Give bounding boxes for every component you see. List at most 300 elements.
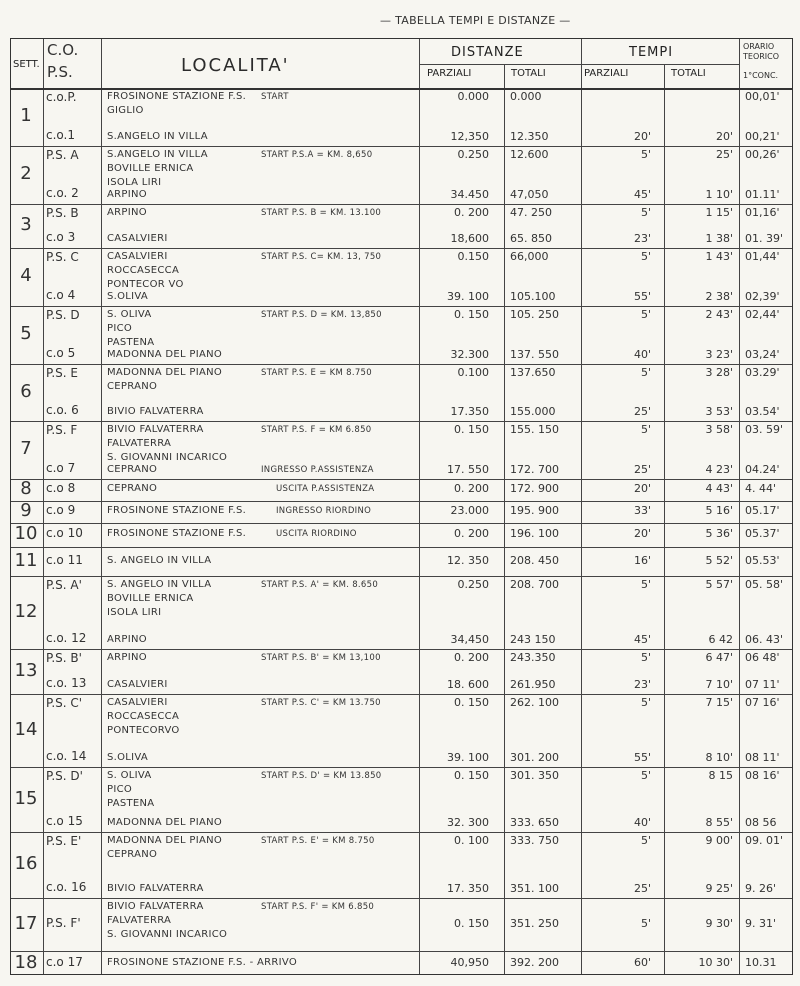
total-distance: 208. 700 [510,578,559,591]
place-name: S.OLIVA [107,291,149,302]
start-note: INGRESSO RIORDINO [276,506,372,516]
place-name: MADONNA DEL PIANO [107,835,223,846]
control-code: c.o. 2 [46,186,79,200]
partial-time: 45' [633,188,651,201]
control-code: P.S. F [46,423,78,437]
place-name: BIVIO FALVATERRA [107,424,204,435]
total-time: 9 25' [705,882,733,895]
partial-distance: 0.150 [457,250,489,263]
place-name: MADONNA DEL PIANO [107,349,223,360]
scheduled-time: 4. 44' [745,482,777,495]
partial-distance: 0. 150 [454,916,489,930]
header-tempi: TEMPI [629,45,674,60]
total-time: 5 16' [705,504,733,517]
partial-time: 40' [633,348,651,361]
header-dist-totali: TOTALI [511,68,546,79]
start-note: USCITA P.ASSISTENZA [276,484,375,494]
place-name: FALVATERRA [107,915,172,926]
control-code: P.S. B [46,206,79,220]
scheduled-time: 9. 26' [745,882,777,895]
control-code: c.o 8 [46,481,76,495]
place-name: CASALVIERI [107,697,168,708]
sector-number: 6 [20,380,32,402]
sector-number: 8 [20,478,32,499]
start-note: START P.S. D = KM. 13,850 [261,310,382,320]
scheduled-time: 05.37' [745,527,780,540]
total-distance: 0.000 [510,90,542,103]
control-code: P.S. C' [46,696,83,710]
total-distance: 105. 250 [510,308,559,321]
partial-distance: 17. 550 [447,463,489,476]
total-distance: 105.100 [510,290,556,303]
scheduled-time: 03.54' [745,405,780,418]
row-divider [11,248,792,249]
partial-distance: 17.350 [450,405,489,418]
place-name: S. GIOVANNI INCARICO [107,452,228,463]
place-name: CASALVIERI [107,679,168,690]
control-code: c.o 7 [46,461,76,475]
partial-time: 40' [633,816,651,829]
partial-time: 5' [640,308,651,321]
place-name: PICO [107,323,133,334]
place-name: ARPINO [107,652,147,663]
control-code: P.S. C [46,250,79,264]
partial-time: 20' [633,527,651,540]
header-bottom-line [11,88,792,90]
start-note: START P.S. C' = KM 13.750 [261,698,381,708]
partial-distance: 0. 200 [454,206,489,219]
row-divider [11,767,792,768]
partial-time: 23' [633,232,651,245]
place-name: PONTECORVO [107,725,180,736]
scheduled-time: 02,39' [745,290,780,303]
partial-distance: 18. 600 [447,678,489,691]
sector-number: 4 [20,265,32,286]
column-divider [101,39,102,974]
control-code: c.o. 6 [46,403,79,417]
partial-distance: 0.100 [457,366,489,379]
column-divider [504,64,505,974]
partial-distance: 40,950 [450,955,489,969]
scheduled-time: 05.53' [745,553,780,567]
partial-time: 55' [633,290,651,303]
row-divider [11,501,792,502]
document-title: — TABELLA TEMPI E DISTANZE — [380,14,571,27]
partial-time: 16' [633,553,651,567]
control-code: c.o 11 [46,552,83,567]
header-distanze: DISTANZE [451,45,524,60]
row-divider [11,694,792,695]
sector-number: 18 [14,951,38,973]
total-distance: 243 150 [510,633,556,646]
total-time: 6 47' [705,651,733,664]
control-code: c.o.P. [46,90,77,104]
partial-distance: 17. 350 [447,882,489,895]
start-note: START P.S. D' = KM 13.850 [261,771,382,781]
sector-number: 9 [20,500,32,521]
place-name: FROSINONE STAZIONE F.S. [107,91,247,102]
total-distance: 155.000 [510,405,556,418]
place-name: S.ANGELO IN VILLA [107,131,208,142]
partial-distance: 34.450 [450,188,489,201]
partial-distance: 23.000 [450,504,489,517]
total-time: 8 10' [705,751,733,764]
total-time: 3 28' [705,366,733,379]
header-orario: ORARIO [743,42,775,51]
control-code: P.S. B' [46,651,82,665]
place-name: CEPRANO [107,849,158,860]
total-distance: 333. 650 [510,816,559,829]
scheduled-time: 00,21' [745,130,780,143]
place-name: MADONNA DEL PIANO [107,817,223,828]
header-conc: 1°CONC. [743,71,779,80]
row-divider [11,421,792,422]
place-name: S. GIOVANNI INCARICO [107,929,228,940]
total-time: 25' [715,148,733,161]
scheduled-time: 08 56 [745,816,777,829]
place-name: PONTECOR VO [107,279,184,290]
control-code: c.o.1 [46,128,75,142]
total-distance: 155. 150 [510,423,559,436]
total-distance: 172. 900 [510,482,559,495]
sector-number: 5 [20,323,32,344]
total-time: 3 53' [705,405,733,418]
total-distance: 196. 100 [510,527,559,540]
total-time: 5 36' [705,527,733,540]
partial-time: 55' [633,751,651,764]
header-sett: SETT. [13,59,40,70]
place-name: S. OLIVA [107,309,152,320]
total-time: 9 00' [705,834,733,847]
total-distance: 208. 450 [510,553,559,567]
total-time: 20' [715,130,733,143]
total-time: 4 23' [705,463,733,476]
partial-time: 33' [633,504,651,517]
sector-number: 15 [14,787,38,809]
scheduled-time: 03,24' [745,348,780,361]
row-divider [11,547,792,548]
total-distance: 47. 250 [510,206,552,219]
column-divider [739,39,740,974]
partial-distance: 12. 350 [447,553,489,567]
total-time: 1 15' [705,206,733,219]
control-code: P.S. F' [46,915,81,930]
total-distance: 172. 700 [510,463,559,476]
start-note: START P.S. A' = KM. 8.650 [261,580,379,590]
row-divider [11,523,792,524]
total-time: 3 58' [705,423,733,436]
partial-time: 25' [633,405,651,418]
total-time: 7 10' [705,678,733,691]
total-time: 1 38' [705,232,733,245]
header-dist-parziali: PARZIALI [427,68,472,79]
times-distances-table [10,38,793,975]
header-ps: P.S. [47,63,73,81]
partial-distance: 0. 200 [454,482,489,495]
header-teorico: TEORICO [743,52,780,61]
place-name: S.ANGELO IN VILLA [107,149,208,160]
total-time: 5 52' [705,553,733,567]
partial-distance: 0. 150 [454,769,489,782]
row-divider [11,898,792,899]
scheduled-time: 00,26' [745,148,780,161]
partial-time: 5' [640,769,651,782]
partial-time: 5' [640,423,651,436]
partial-time: 5' [640,366,651,379]
partial-time: 60' [633,955,651,969]
place-name: CEPRANO [107,381,158,392]
sector-number: 10 [14,523,38,544]
place-name: BOVILLE ERNICA [107,163,194,174]
header-subdivider [419,64,739,65]
total-distance: 351. 100 [510,882,559,895]
place-name: PICO [107,784,133,795]
total-time: 8 15 [708,769,733,782]
scheduled-time: 08 16' [745,769,780,782]
partial-time: 20' [633,482,651,495]
total-distance: 351. 250 [510,916,559,930]
scheduled-time: 00,01' [745,90,780,103]
partial-distance: 0. 150 [454,423,489,436]
total-distance: 262. 100 [510,696,559,709]
total-distance: 12.600 [510,148,549,161]
partial-time: 20' [633,130,651,143]
scheduled-time: 07 11' [745,678,780,691]
place-name: CASALVIERI [107,251,168,262]
start-note: START P.S. F' = KM 6.850 [261,902,375,912]
partial-distance: 0. 150 [454,308,489,321]
sector-number: 3 [20,214,32,235]
sector-number: 11 [14,549,38,571]
partial-time: 5' [640,578,651,591]
control-code: c.o. 14 [46,749,87,763]
place-name: S.OLIVA [107,752,149,763]
control-code: c.o. 12 [46,631,87,645]
place-name: PASTENA [107,798,155,809]
place-name: CASALVIERI [107,233,168,244]
control-code: P.S. D [46,308,80,322]
place-name: S. ANGELO IN VILLA [107,579,212,590]
scheduled-time: 10.31 [745,955,777,969]
total-time: 2 43' [705,308,733,321]
scheduled-time: 08 11' [745,751,780,764]
column-divider [43,39,44,974]
place-name: BIVIO FALVATERRA [107,901,204,912]
scheduled-time: 07 16' [745,696,780,709]
place-name: BIVIO FALVATERRA [107,406,204,417]
sector-number: 12 [14,600,38,622]
sector-number: 14 [14,718,38,740]
scheduled-time: 9. 31' [745,916,777,930]
partial-time: 5' [640,834,651,847]
total-time: 8 55' [705,816,733,829]
total-time: 10 30' [698,955,733,969]
row-divider [11,649,792,650]
place-name: ARPINO [107,634,147,645]
sector-number: 7 [20,438,32,459]
partial-distance: 0. 150 [454,696,489,709]
scheduled-time: 01. 39' [745,232,784,245]
total-distance: 243.350 [510,651,556,664]
place-name: CEPRANO [107,483,158,494]
partial-distance: 0. 200 [454,651,489,664]
control-code: P.S. A [46,148,79,162]
scheduled-time: 03. 59' [745,423,784,436]
row-divider [11,951,792,952]
sector-number: 1 [20,105,32,126]
partial-time: 45' [633,633,651,646]
header-co: C.O. [47,41,79,59]
control-code: P.S. A' [46,578,82,592]
partial-time: 5' [640,148,651,161]
total-distance: 137.650 [510,366,556,379]
partial-time: 5' [640,250,651,263]
control-code: c.o. 13 [46,676,87,690]
row-divider [11,204,792,205]
total-time: 7 15' [705,696,733,709]
total-distance: 65. 850 [510,232,552,245]
total-distance: 195. 900 [510,504,559,517]
total-distance: 392. 200 [510,955,559,969]
partial-time: 5' [640,651,651,664]
start-note: START [261,92,289,102]
start-note: START P.S. E' = KM 8.750 [261,836,375,846]
partial-distance: 0. 100 [454,834,489,847]
place-name: FROSINONE STAZIONE F.S. [107,528,247,539]
control-code: P.S. D' [46,769,83,783]
place-name: MADONNA DEL PIANO [107,367,223,378]
place-name: ARPINO [107,189,147,200]
scheduled-time: 05. 58' [745,578,784,591]
total-time: 4 43' [705,482,733,495]
place-name: ARPINO [107,207,147,218]
place-name: S. OLIVA [107,770,152,781]
place-name: FROSINONE STAZIONE F.S. [107,505,247,516]
header-tempi-totali: TOTALI [671,68,706,79]
partial-distance: 0.000 [457,90,489,103]
control-code: c.o 5 [46,346,76,360]
start-note: START P.S. B = KM. 13.100 [261,208,382,218]
row-divider [11,146,792,147]
partial-time: 5' [640,206,651,219]
total-distance: 66,000 [510,250,549,263]
control-code: c.o 10 [46,526,83,540]
partial-distance: 0.250 [457,578,489,591]
sector-number: 2 [20,163,32,184]
total-distance: 137. 550 [510,348,559,361]
partial-distance: 39. 100 [447,290,489,303]
row-divider [11,576,792,577]
place-name: GIGLIO [107,105,144,116]
header-localita: LOCALITA' [181,55,290,76]
total-time: 6 42 [708,633,733,646]
start-note: START P.S. B' = KM 13,100 [261,653,381,663]
partial-distance: 0.250 [457,148,489,161]
control-code: c.o 15 [46,814,83,828]
partial-distance: 12,350 [450,130,489,143]
scheduled-time: 01,16' [745,206,780,219]
place-name: ROCCASECCA [107,711,180,722]
partial-distance: 32.300 [450,348,489,361]
scheduled-time: 02,44' [745,308,780,321]
start-note: START P.S. C= KM. 13, 750 [261,252,382,262]
control-code: P.S. E [46,366,79,380]
place-name: PASTENA [107,337,155,348]
partial-time: 5' [640,696,651,709]
total-time: 3 23' [705,348,733,361]
row-divider [11,832,792,833]
row-divider [11,479,792,480]
partial-time: 25' [633,882,651,895]
scheduled-time: 01.11' [745,188,780,201]
scheduled-time: 09. 01' [745,834,784,847]
place-name: ISOLA LIRI [107,177,162,188]
sector-number: 17 [14,912,38,934]
place-name: S. ANGELO IN VILLA [107,554,212,566]
control-code: c.o 3 [46,230,76,244]
scheduled-time: 04.24' [745,463,780,476]
total-time: 1 10' [705,188,733,201]
total-distance: 301. 200 [510,751,559,764]
partial-time: 23' [633,678,651,691]
place-name: ISOLA LIRI [107,607,162,618]
sector-number: 13 [14,659,38,681]
partial-time: 25' [633,463,651,476]
start-note: START P.S.A = KM. 8,650 [261,150,373,160]
header-tempi-parziali: PARZIALI [584,68,629,79]
total-distance: 12.350 [510,130,549,143]
total-distance: 333. 750 [510,834,559,847]
row-divider [11,306,792,307]
sector-number: 16 [14,853,38,874]
place-name: BIVIO FALVATERRA [107,883,204,894]
control-code: c.o 9 [46,503,76,517]
place-name: FALVATERRA [107,438,172,449]
row-divider [11,364,792,365]
start-note: USCITA RIORDINO [276,529,357,539]
start-note: START P.S. E = KM 8.750 [261,368,372,378]
total-distance: 47,050 [510,188,549,201]
total-time: 2 38' [705,290,733,303]
control-code: c.o. 16 [46,880,87,894]
control-code: c.o 17 [46,954,83,969]
place-name: CEPRANO [107,464,158,475]
start-note: START P.S. F = KM 6.850 [261,425,372,435]
scheduled-time: 01,44' [745,250,780,263]
total-time: 1 43' [705,250,733,263]
partial-distance: 18,600 [450,232,489,245]
total-time: 9 30' [705,916,733,930]
place-name: BOVILLE ERNICA [107,593,194,604]
partial-distance: 39. 100 [447,751,489,764]
scheduled-time: 03.29' [745,366,780,379]
scheduled-time: 06 48' [745,651,780,664]
partial-distance: 32. 300 [447,816,489,829]
control-code: P.S. E' [46,834,82,848]
partial-distance: 34,450 [450,633,489,646]
control-code: c.o 4 [46,288,76,302]
total-time: 5 57' [705,578,733,591]
total-distance: 261.950 [510,678,556,691]
place-name: ROCCASECCA [107,265,180,276]
total-distance: 301. 350 [510,769,559,782]
scheduled-time: 05.17' [745,504,780,517]
assistance-note: INGRESSO P.ASSISTENZA [261,465,374,475]
scheduled-time: 06. 43' [745,633,784,646]
partial-time: 5' [640,916,651,930]
partial-distance: 0. 200 [454,527,489,540]
place-name: FROSINONE STAZIONE F.S. - ARRIVO [107,956,298,968]
